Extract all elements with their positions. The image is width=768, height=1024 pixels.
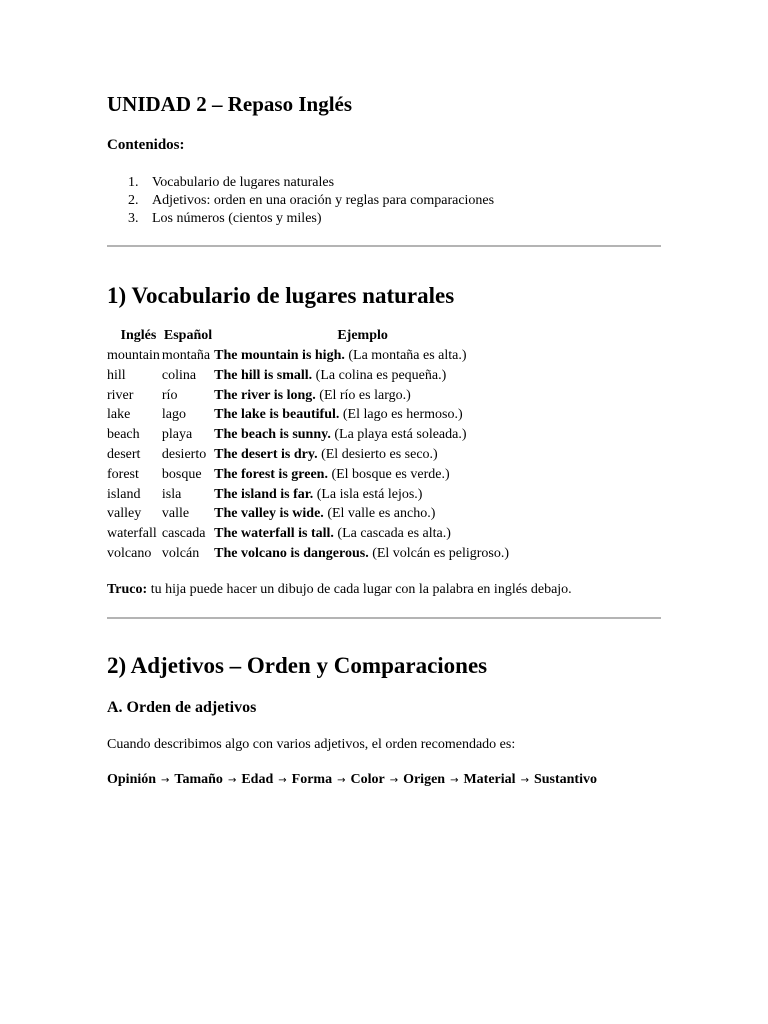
cell-example xyxy=(214,445,511,465)
arrow-right-icon: → xyxy=(278,775,287,786)
cell-spanish: desierto xyxy=(161,446,207,462)
example-translation: (El bosque es verde.) xyxy=(331,466,450,482)
arrow-right-icon: → xyxy=(450,775,459,786)
cell-example xyxy=(214,485,511,505)
arrow-right-icon: → xyxy=(520,775,529,786)
cell-example xyxy=(214,405,511,425)
contents-item xyxy=(107,210,494,228)
contents-item-number: 2. xyxy=(128,193,139,208)
cell-english: waterfall xyxy=(107,526,157,542)
table-header-spanish: Español xyxy=(163,328,213,343)
example-sentence: The hill is small. xyxy=(214,367,313,383)
cell-example xyxy=(214,386,511,406)
table-row xyxy=(107,485,511,505)
vocabulary-table-body xyxy=(107,346,511,564)
tip-paragraph xyxy=(107,582,572,598)
contents-list xyxy=(107,174,494,228)
cell-english: beach xyxy=(107,427,140,443)
contents-item-number: 3. xyxy=(128,211,139,226)
contents-item-text: Los números (cientos y miles) xyxy=(152,211,322,226)
cell-spanish: cascada xyxy=(161,526,206,542)
cell-english: valley xyxy=(107,506,142,522)
example-sentence: The volcano is dangerous. xyxy=(214,545,369,561)
section-divider xyxy=(107,617,661,619)
table-header-row xyxy=(107,326,511,346)
document-title: UNIDAD 2 – Repaso Inglés xyxy=(107,92,353,116)
cell-spanish: playa xyxy=(161,427,193,443)
section-divider xyxy=(107,245,661,247)
example-translation: (La montaña es alta.) xyxy=(348,348,467,363)
example-translation: (La isla está lejos.) xyxy=(316,486,423,502)
cell-spanish: volcán xyxy=(161,545,200,561)
cell-spanish: bosque xyxy=(161,466,202,482)
subsection-heading: A. Orden de adjetivos xyxy=(107,699,257,716)
adjective-order-item: Tamaño xyxy=(174,772,223,787)
cell-spanish: isla xyxy=(161,486,182,502)
table-row xyxy=(107,504,511,524)
cell-example xyxy=(214,346,511,366)
arrow-right-icon: → xyxy=(161,775,170,786)
cell-spanish: lago xyxy=(161,407,186,423)
adjective-order-item: Forma xyxy=(291,772,333,787)
table-header-example: Ejemplo xyxy=(337,328,388,343)
contents-item xyxy=(107,174,494,192)
adjective-order-sequence xyxy=(107,772,597,788)
adjective-order-item: Opinión xyxy=(107,772,157,787)
section2-heading: 2) Adjetivos – Orden y Comparaciones xyxy=(107,653,488,678)
example-translation: (La playa está soleada.) xyxy=(334,427,467,443)
cell-example xyxy=(214,524,511,544)
cell-example xyxy=(214,465,511,485)
adjective-order-item: Edad xyxy=(241,772,274,787)
cell-english: river xyxy=(107,387,134,403)
table-row xyxy=(107,524,511,544)
adjective-order-item: Material xyxy=(463,772,516,787)
section1-heading: 1) Vocabulario de lugares naturales xyxy=(107,283,455,308)
table-row xyxy=(107,544,511,564)
cell-english: lake xyxy=(107,407,131,423)
example-translation: (La cascada es alta.) xyxy=(337,526,451,542)
table-header-english: Inglés xyxy=(120,328,157,343)
table-row xyxy=(107,445,511,465)
adjective-order-intro: Cuando describimos algo con varios adjetivos, el orden recomendado es: xyxy=(107,737,516,752)
example-sentence: The desert is dry. xyxy=(214,446,318,462)
example-sentence: The mountain is high. xyxy=(214,348,345,363)
contents-item-text: Vocabulario de lugares naturales xyxy=(152,175,335,190)
example-translation: (El desierto es seco.) xyxy=(321,446,438,462)
cell-example xyxy=(214,504,511,524)
table-row xyxy=(107,465,511,485)
arrow-right-icon: → xyxy=(227,775,237,786)
cell-spanish: montaña xyxy=(161,348,211,363)
table-row xyxy=(107,405,511,425)
arrow-right-icon: → xyxy=(389,775,399,786)
example-sentence: The valley is wide. xyxy=(214,506,324,522)
cell-english: island xyxy=(107,486,141,502)
example-sentence: The lake is beautiful. xyxy=(214,407,340,423)
cell-english: forest xyxy=(107,466,139,482)
contents-item-text: Adjetivos: orden en una oración y reglas para comparaciones xyxy=(152,193,495,208)
cell-example xyxy=(214,366,511,386)
example-translation: (El volcán es peligroso.) xyxy=(372,545,510,561)
tip-label: Truco: xyxy=(107,582,148,597)
contents-item-number: 1. xyxy=(128,175,139,190)
example-sentence: The beach is sunny. xyxy=(214,427,331,443)
example-translation: (El río es largo.) xyxy=(319,387,411,403)
contents-item xyxy=(107,192,494,210)
example-translation: (El valle es ancho.) xyxy=(327,506,436,522)
table-row xyxy=(107,346,511,366)
example-translation: (La colina es pequeña.) xyxy=(315,367,447,383)
example-sentence: The river is long. xyxy=(214,387,316,403)
adjective-order-item: Sustantivo xyxy=(533,772,597,787)
cell-english: mountain xyxy=(107,348,160,363)
arrow-right-icon: → xyxy=(337,775,346,786)
cell-english: desert xyxy=(107,446,141,462)
table-row xyxy=(107,366,511,386)
vocabulary-table xyxy=(107,326,511,564)
table-row xyxy=(107,425,511,445)
cell-spanish: colina xyxy=(161,367,197,383)
cell-english: hill xyxy=(107,367,126,383)
contents-label: Contenidos: xyxy=(107,137,185,153)
example-sentence: The island is far. xyxy=(214,486,314,502)
example-sentence: The waterfall is tall. xyxy=(214,526,334,542)
cell-english: volcano xyxy=(107,545,152,561)
example-translation: (El lago es hermoso.) xyxy=(342,407,463,423)
cell-spanish: valle xyxy=(161,506,190,522)
table-row xyxy=(107,386,511,406)
cell-example xyxy=(214,544,511,564)
tip-text: tu hija puede hacer un dibujo de cada lugar con la palabra en inglés debajo. xyxy=(147,582,572,597)
cell-spanish: río xyxy=(161,387,178,403)
cell-example xyxy=(214,425,511,445)
adjective-order-item: Origen xyxy=(403,772,446,787)
adjective-order-item: Color xyxy=(350,772,385,787)
example-sentence: The forest is green. xyxy=(214,466,328,482)
